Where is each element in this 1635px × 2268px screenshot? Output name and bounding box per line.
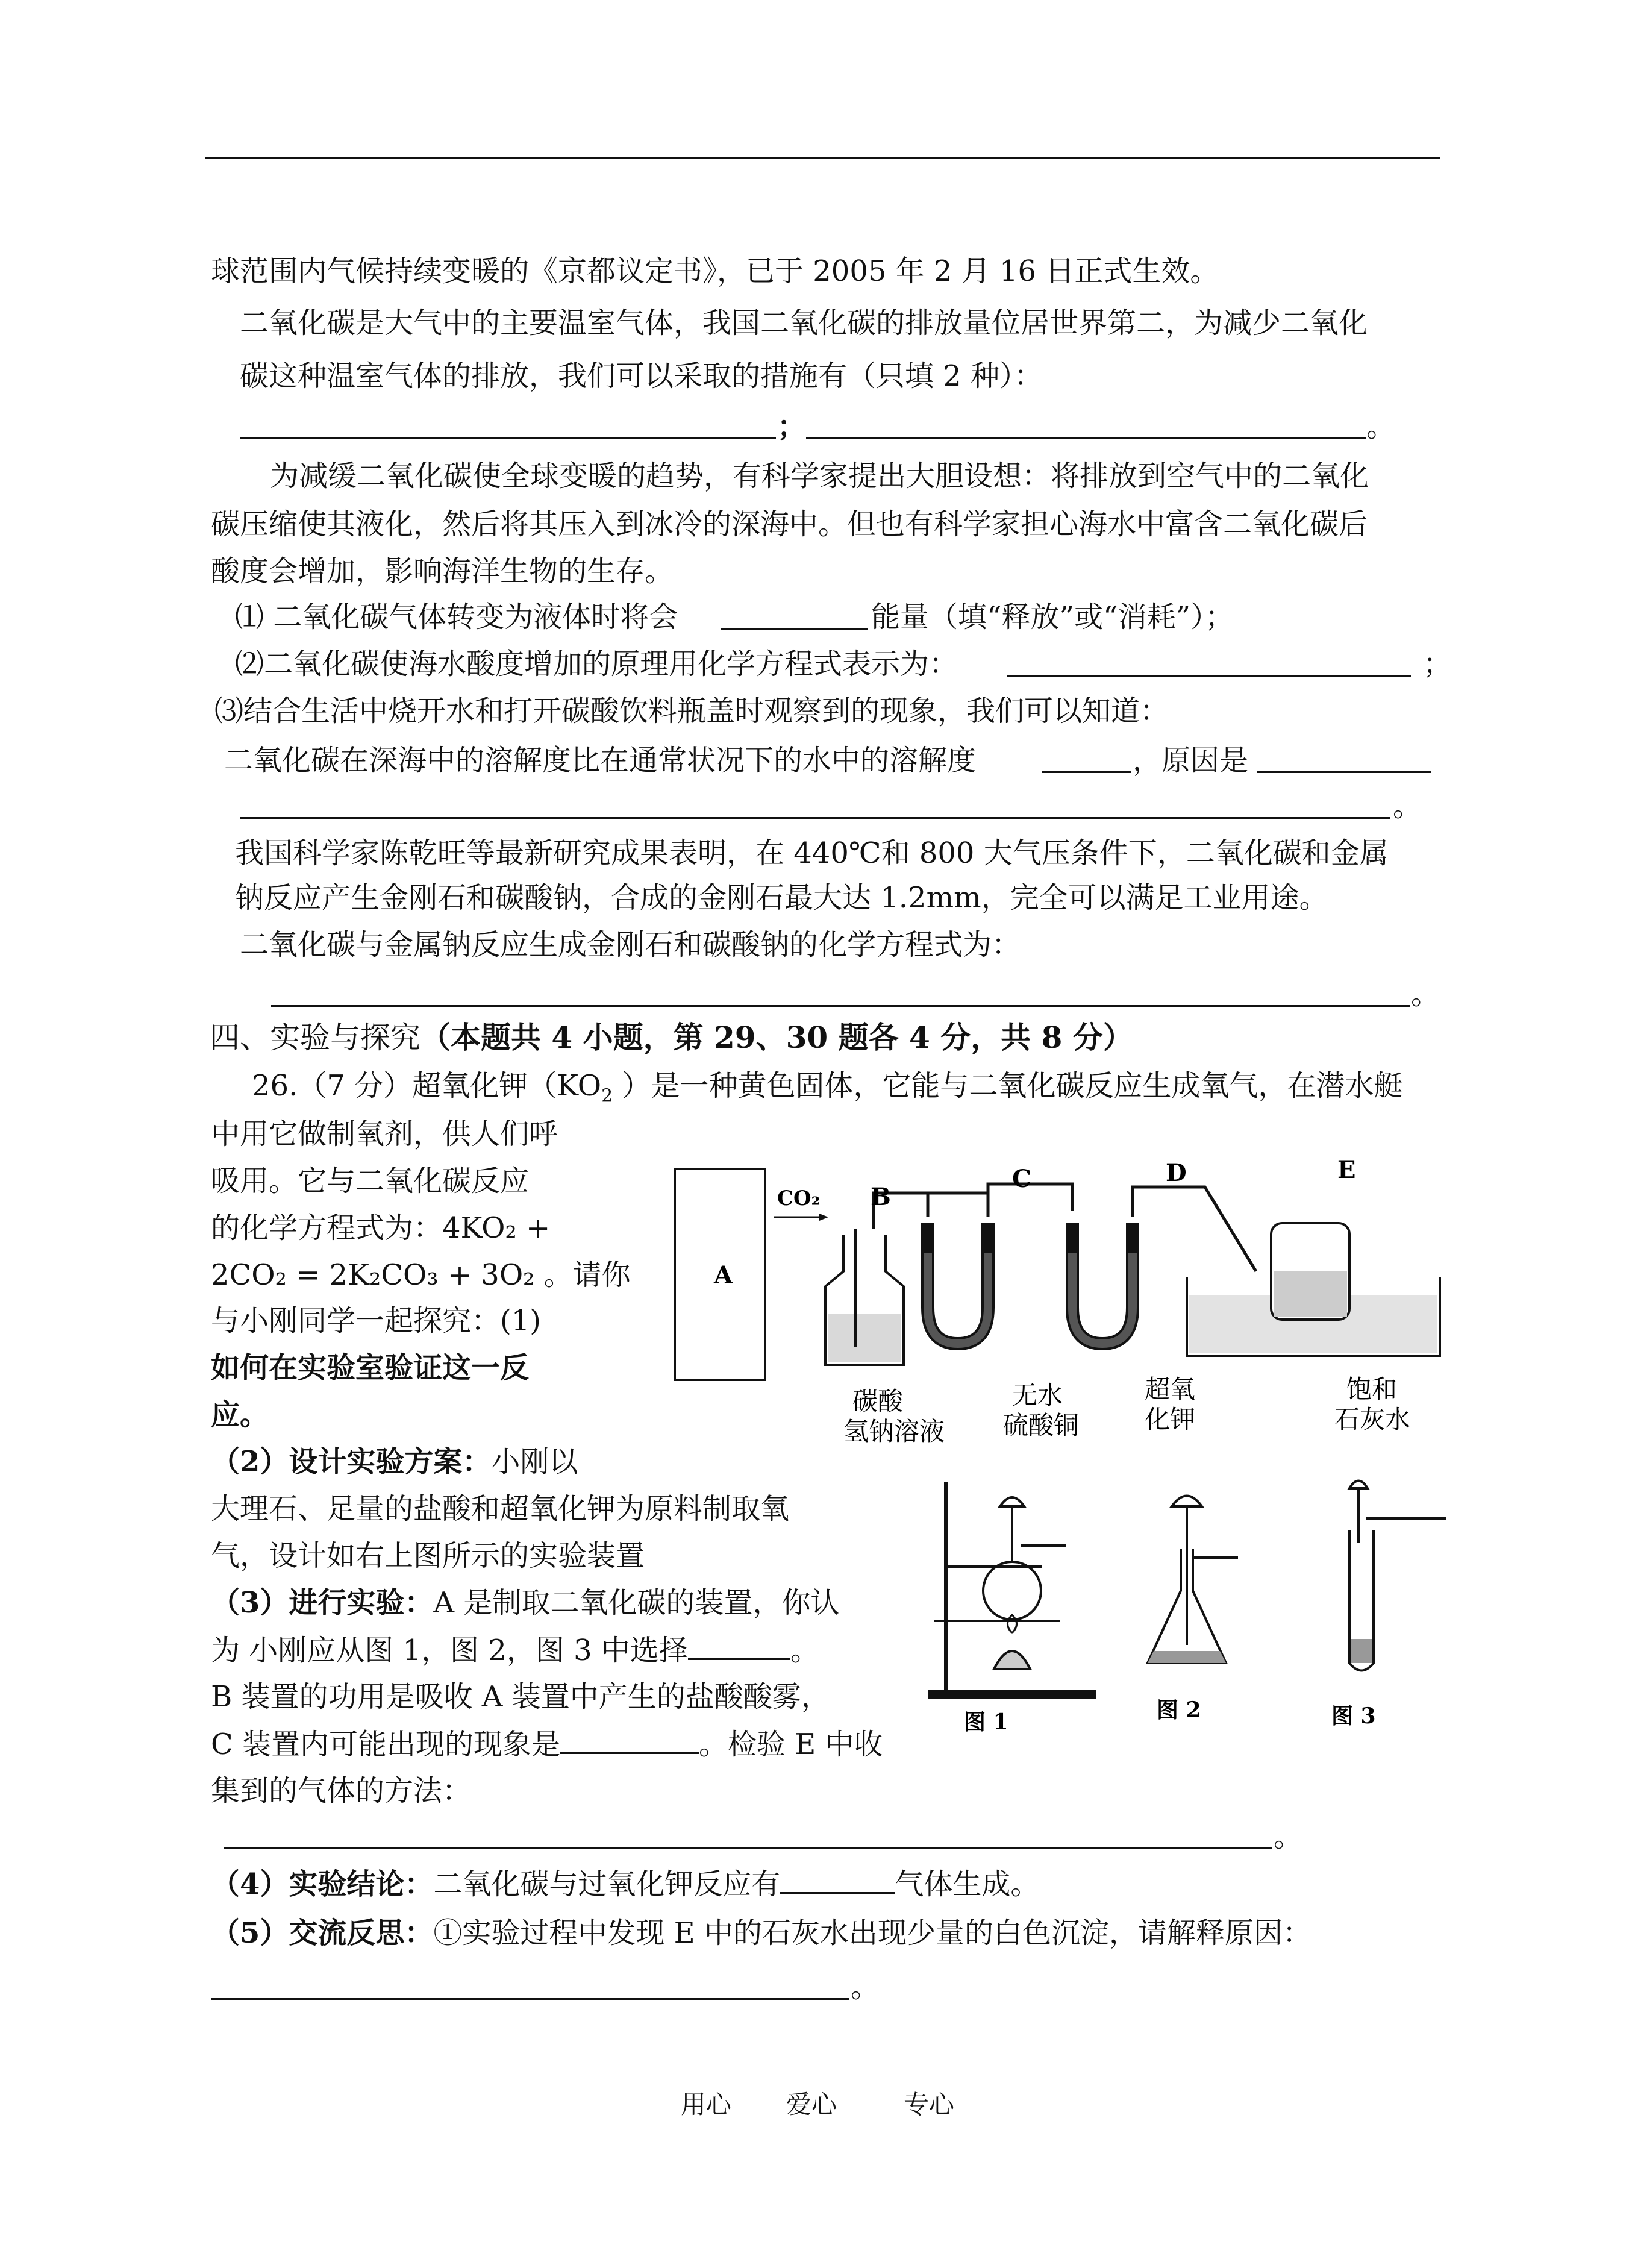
fig3-funnel — [1349, 1481, 1368, 1489]
step-2-text: 小刚以 — [491, 1445, 578, 1479]
answer-blank-measure-1[interactable] — [240, 437, 776, 439]
label-c-line-2: 硫酸铜 — [1003, 1411, 1080, 1440]
question-1-text-b: 能量（填“释放”或“消耗”）； — [871, 600, 1234, 634]
step-3-phenomenon-text: C 装置内可能出现的现象是 — [211, 1728, 560, 1761]
footer-item-1: 用心 — [681, 2090, 732, 2119]
arrow-head — [819, 1214, 828, 1221]
label-e: E — [1337, 1156, 1356, 1184]
step-5-heading: （5）交流反思： — [211, 1916, 434, 1950]
step-3-text: A 是制取二氧化碳的装置，你认 — [433, 1586, 840, 1620]
fig2-caption: 图 2 — [1157, 1697, 1201, 1723]
step-3-line-3: B 装置的功用是吸收 A 装置中产生的盐酸酸雾， — [211, 1680, 830, 1714]
step-3-heading: （3）进行实验： — [211, 1586, 434, 1620]
q26-line-6: 与小刚同学一起探究：(1) — [211, 1304, 541, 1338]
label-b-line-1: 碳酸 — [852, 1386, 904, 1416]
paragraph-4-line-2: 钠反应产生金刚石和碳酸钠，合成的金刚石最大达 1.2mm，完全可以满足工业用途。 — [235, 881, 1328, 915]
question-3-text-c: ，原因是 — [1133, 744, 1249, 777]
period: 。 — [1393, 789, 1422, 823]
fig3-solid — [1351, 1639, 1372, 1663]
step-4-text-end: 气体生成。 — [895, 1867, 1040, 1901]
period: 。 — [1274, 1820, 1303, 1853]
section-note: （本题共 4 小题，第 29、30 题各 4 分，共 8 分） — [420, 1020, 1133, 1055]
u-tube-c — [928, 1223, 988, 1344]
answer-blank-test-method[interactable] — [224, 1847, 1272, 1849]
question-2-text: ⑵二氧化碳使海水酸度增加的原理用化学方程式表示为： — [235, 647, 958, 681]
q26-line-3: 吸用。它与二氧化碳反应 — [211, 1164, 530, 1198]
period: 。 — [1411, 977, 1440, 1011]
period: 。 — [851, 1970, 880, 2004]
liquid-b — [828, 1314, 901, 1362]
label-c: C — [1012, 1165, 1031, 1193]
answer-blank-q2[interactable] — [1007, 675, 1411, 677]
header-rule — [205, 157, 1440, 159]
fig1-funnel — [1000, 1497, 1024, 1506]
semicolon: ； — [1423, 647, 1452, 681]
step-3-line-4 — [211, 1724, 883, 1764]
separator: ； — [777, 410, 807, 443]
step-3-line-1 — [211, 1584, 839, 1622]
fig1-caption: 图 1 — [964, 1709, 1008, 1735]
apparatus-diagram — [663, 1151, 1482, 1464]
step-5-line — [211, 1914, 1311, 1952]
answer-blank-figure-choice[interactable] — [688, 1631, 790, 1660]
label-e-line-2: 石灰水 — [1334, 1405, 1411, 1434]
step-4-line — [211, 1864, 1039, 1903]
step-3-choose-text: 为 小刚应从图 1，图 2，图 3 中选择 — [211, 1634, 688, 1667]
paragraph-4-line-1: 我国科学家陈乾旺等最新研究成果表明，在 440℃和 800 大气压条件下，二氧化碳和金属 — [235, 836, 1389, 870]
q26-line-5: 2CO₂ = 2K₂CO₃ + 3O₂ 。请你 — [211, 1258, 631, 1292]
fig3-caption: 图 3 — [1331, 1703, 1376, 1729]
question-1-text-a: ⑴ 二氧化碳气体转变为液体时将会 — [235, 600, 678, 634]
paragraph-4-line-3: 二氧化碳与金属钠反应生成金刚石和碳酸钠的化学方程式为： — [240, 928, 1021, 962]
fig2-funnel — [1172, 1496, 1202, 1507]
q26-line-8: 应。 — [211, 1398, 269, 1432]
step-2-line-1 — [211, 1443, 578, 1481]
paragraph-2-line-2: 碳这种温室气体的排放，我们可以采取的措施有（只填 2 种）： — [240, 359, 1043, 393]
fig2-solid — [1148, 1651, 1226, 1663]
q26-line-2: 中用它做制氧剂，供人们呼 — [211, 1117, 558, 1151]
step-2-line-2: 大理石、足量的盐酸和超氧化钾为原料制取氧 — [211, 1492, 790, 1526]
footer-item-2: 爱心 — [786, 2090, 837, 2119]
answer-blank-measure-2[interactable] — [806, 437, 1366, 439]
question-3-text: ⑶结合生活中烧开水和打开碳酸饮料瓶盖时观察到的现象，我们可以知道： — [214, 694, 1169, 728]
answer-blank-phenomenon[interactable] — [560, 1724, 699, 1754]
label-d-line-2: 化钾 — [1145, 1405, 1196, 1434]
u-tube-c-fill — [928, 1253, 988, 1344]
section-title-text: 四、实验与探究 — [210, 1020, 420, 1055]
q26-text-a: 26.（7 分）超氧化钾（KO — [252, 1069, 602, 1103]
fig1-burner — [994, 1651, 1030, 1669]
figures-1-3 — [916, 1470, 1458, 1753]
label-e-line-1: 饱和 — [1346, 1374, 1398, 1404]
step-4-heading: （4）实验结论： — [211, 1867, 434, 1901]
answer-blank-reason[interactable] — [211, 1998, 849, 2000]
step-3-line-5: 集到的气体的方法： — [211, 1774, 472, 1808]
step-3-check-text: 。检验 E 中收 — [699, 1728, 883, 1761]
paragraph-2-line-1: 二氧化碳是大气中的主要温室气体，我国二氧化碳的排放量位居世界第二，为减少二氧化 — [240, 306, 1368, 340]
tube-c-in — [934, 1193, 988, 1217]
q26-subscript: 2 — [601, 1085, 613, 1107]
answer-blank-equation[interactable] — [271, 1005, 1410, 1007]
q26-line-7: 如何在实验室验证这一反 — [211, 1351, 530, 1385]
answer-blank-q3-reason-cont[interactable] — [240, 817, 1390, 819]
answer-blank-q1[interactable] — [721, 628, 868, 630]
label-a: A — [714, 1261, 733, 1289]
answer-blank-q3-solubility[interactable] — [1042, 771, 1131, 773]
paragraph-3-line-2: 碳压缩使其液化，然后将其压入到冰冷的深海中。但也有科学家担心海水中富含二氧化碳后 — [211, 507, 1368, 541]
label-d-line-1: 超氧 — [1145, 1374, 1196, 1404]
fig1-flask — [983, 1562, 1041, 1620]
q26-line-1 — [252, 1067, 1402, 1116]
u-tube-d-fill — [1072, 1253, 1133, 1344]
answer-blank-gas[interactable] — [780, 1864, 895, 1894]
paragraph-3-line-3: 酸度会增加，影响海洋生物的生存。 — [211, 554, 674, 588]
answer-blank-q3-reason[interactable] — [1257, 771, 1431, 773]
step-2-heading: （2）设计实验方案： — [211, 1445, 492, 1479]
paragraph-1: 球范围内气候持续变暖的《京都议定书》，已于 2005 年 2 月 16 日正式生效。 — [211, 254, 1219, 288]
section-title — [210, 1018, 1133, 1057]
label-d: D — [1166, 1159, 1187, 1187]
period: 。 — [790, 1634, 819, 1667]
q26-text-b: ）是一种黄色固体，它能与二氧化碳反应生成氧气，在潜水艇 — [613, 1069, 1403, 1103]
footer-item-3: 专心 — [904, 2090, 955, 2119]
paragraph-3-line-1: 为减缓二氧化碳使全球变暖的趋势，有科学家提出大胆设想：将排放到空气中的二氧化 — [270, 459, 1369, 493]
step-5-text: ①实验过程中发现 E 中的石灰水出现少量的白色沉淀，请解释原因： — [433, 1916, 1311, 1950]
label-co2: CO₂ — [777, 1186, 821, 1211]
question-3-text-b: 二氧化碳在深海中的溶解度比在通常状况下的水中的溶解度 — [224, 744, 977, 777]
fig1-flame — [1008, 1615, 1017, 1633]
step-3-line-2 — [211, 1631, 819, 1670]
period: 。 — [1366, 410, 1396, 443]
q26-line-4: 的化学方程式为：4KO₂ + — [211, 1211, 551, 1245]
bottle-water-e — [1274, 1271, 1347, 1317]
fig1-stand-base — [928, 1690, 1096, 1699]
label-c-line-1: 无水 — [1012, 1380, 1063, 1410]
step-2-line-3: 气，设计如右上图所示的实验装置 — [211, 1539, 645, 1573]
label-b: B — [871, 1183, 891, 1211]
label-b-line-2: 氢钠溶液 — [843, 1417, 945, 1446]
step-4-text: 二氧化碳与过氧化钾反应有 — [433, 1867, 781, 1901]
u-tube-d — [1072, 1223, 1133, 1344]
tube-d-e — [1133, 1187, 1256, 1271]
